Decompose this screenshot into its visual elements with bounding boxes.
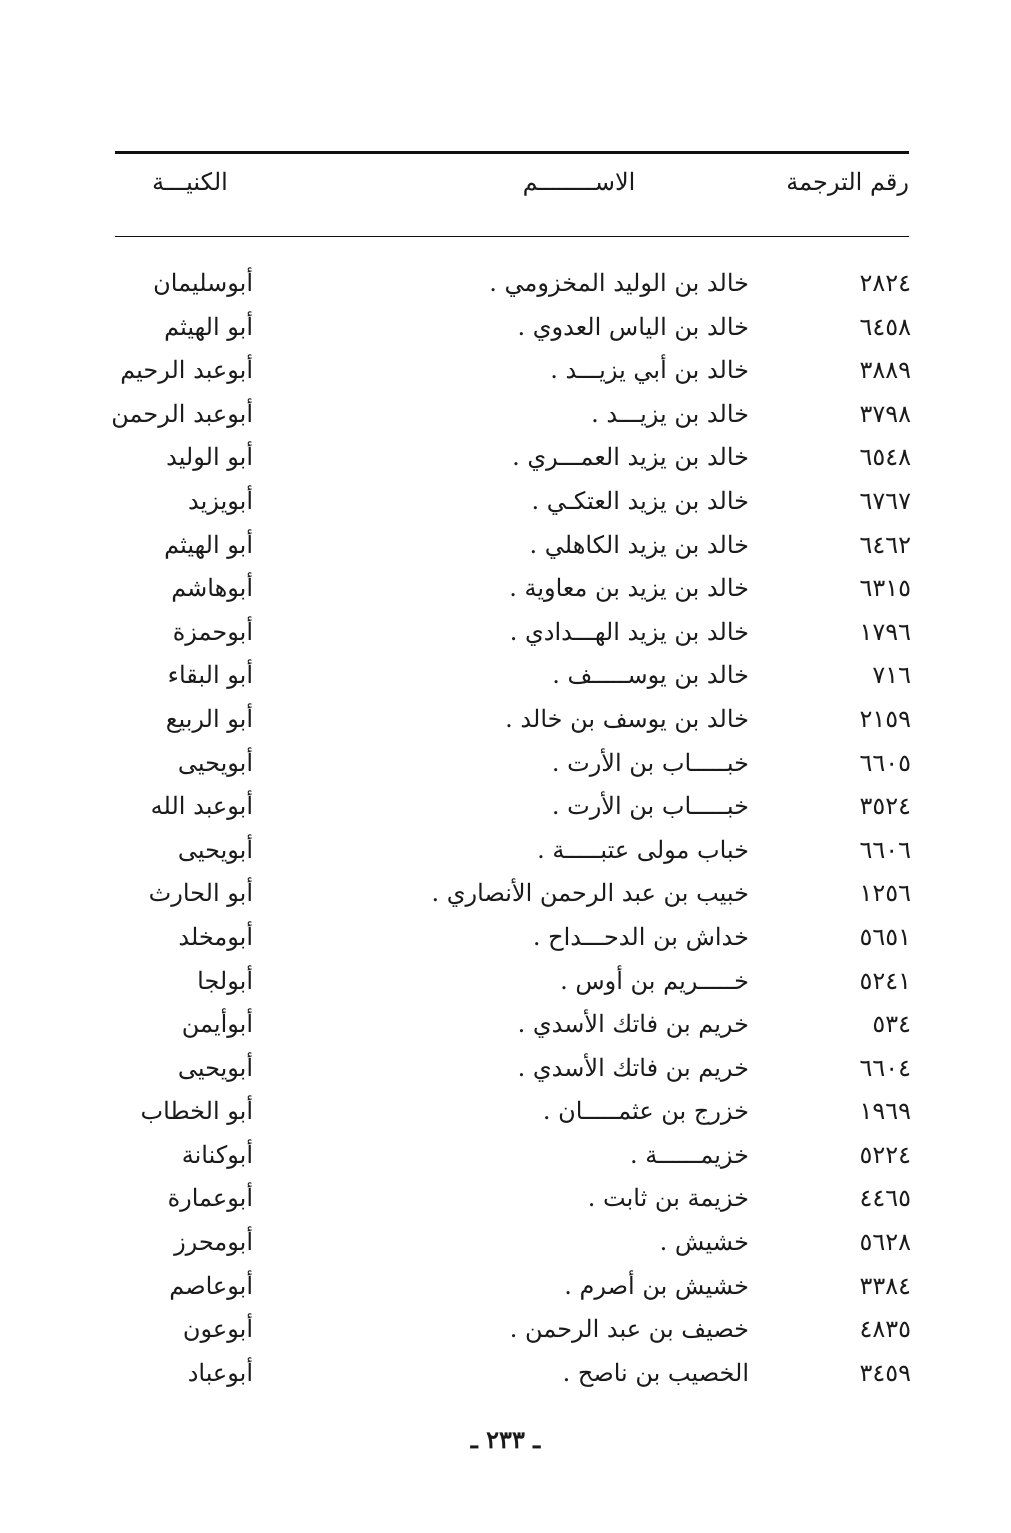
entry-name: خالد بن يزيد الهـــدادي . xyxy=(509,617,749,646)
entry-kunya: أبوعبد الله xyxy=(150,792,253,821)
entry-number: ٤٤٦٥ xyxy=(859,1184,911,1213)
entry-name: خبيب بن عبد الرحمن الأنصاري . xyxy=(431,879,749,908)
table-row xyxy=(0,349,1011,393)
table-row xyxy=(0,436,1011,480)
entry-number: ٢٨٢٤ xyxy=(859,269,911,297)
entry-number: ٥٦٢٨ xyxy=(859,1228,911,1257)
entry-number: ٥٦٥١ xyxy=(859,922,911,951)
entry-number: ٥٢٢٤ xyxy=(859,1140,911,1169)
entry-kunya: أبو الوليد xyxy=(166,443,253,472)
entry-kunya: أبو الهيثم xyxy=(164,312,253,341)
top-rule xyxy=(115,151,909,154)
entry-number: ١٧٩٦ xyxy=(859,617,911,646)
entry-number: ٧١٦ xyxy=(872,661,911,690)
entry-name: خالد بن يوســـــف . xyxy=(552,661,749,690)
entry-kunya: أبوسليمان xyxy=(153,269,253,297)
table-row xyxy=(0,1265,1011,1309)
entry-name: خشيش . xyxy=(659,1228,749,1257)
entry-name: خريم بن فاتك الأسدي . xyxy=(517,1053,749,1082)
entry-name: خالد بن يزيـــد . xyxy=(591,399,749,428)
entry-name: خشيش بن أصرم . xyxy=(564,1271,749,1300)
table-row xyxy=(0,306,1011,350)
table-row xyxy=(0,611,1011,655)
entry-kunya: أبو الربيع xyxy=(165,704,253,733)
entry-number: ٦٣١٥ xyxy=(859,574,911,603)
entry-name: خبـــــاب بن الأرت . xyxy=(551,792,749,821)
column-header-number: رقم الترجمة xyxy=(786,168,909,196)
table-header xyxy=(115,168,909,218)
entry-kunya: أبوعمارة xyxy=(167,1184,253,1213)
entry-kunya: أبويحيى xyxy=(177,748,253,777)
entry-name: الخصيب بن ناصح . xyxy=(562,1358,749,1387)
entry-kunya: أبوعبد الرحيم xyxy=(120,356,253,385)
table-row xyxy=(0,480,1011,524)
entry-kunya: أبوعباد xyxy=(187,1358,253,1387)
header-rule xyxy=(115,236,909,237)
table-row xyxy=(0,1352,1011,1396)
entry-number: ٢١٥٩ xyxy=(859,704,911,733)
entry-name: خالد بن يزيد العتكـي . xyxy=(531,486,749,515)
entry-name: خبـــــاب بن الأرت . xyxy=(551,748,749,777)
entry-name: خداش بن الدحـــداح . xyxy=(532,922,749,951)
table-row xyxy=(0,1177,1011,1221)
table-row xyxy=(0,960,1011,1004)
entry-number: ١٢٥٦ xyxy=(859,879,911,908)
entry-number: ٣٨٨٩ xyxy=(859,356,911,385)
entry-kunya: أبوحمزة xyxy=(172,617,253,646)
entry-name: خالد بن يزيد بن معاوية . xyxy=(509,574,749,603)
table-body xyxy=(0,262,1011,1395)
entry-number: ٦٦٠٤ xyxy=(859,1053,911,1082)
entry-kunya: أبومحرز xyxy=(174,1228,253,1257)
entry-number: ٦٤٦٢ xyxy=(859,530,911,559)
entry-name: خالد بن يزيد الكاهلي . xyxy=(529,530,749,559)
entry-kunya: أبوعبد الرحمن xyxy=(111,399,253,428)
entry-number: ٦٥٤٨ xyxy=(859,443,911,472)
entry-kunya: أبويحيى xyxy=(177,835,253,864)
table-row xyxy=(0,1003,1011,1047)
entry-number: ١٩٦٩ xyxy=(859,1097,911,1126)
column-header-name: الاســــــــم xyxy=(522,168,636,196)
entry-number: ٣٣٨٤ xyxy=(859,1271,911,1300)
table-row xyxy=(0,1047,1011,1091)
entry-number: ٥٣٤ xyxy=(872,1010,911,1039)
entry-kunya: أبويحيى xyxy=(177,1053,253,1082)
table-row xyxy=(0,1134,1011,1178)
table-row xyxy=(0,916,1011,960)
entry-name: خالد بن الياس العدوي . xyxy=(517,312,749,341)
entry-name: خزيمــــــة . xyxy=(630,1140,749,1169)
entry-number: ٦٧٦٧ xyxy=(859,486,911,515)
entry-kunya: أبوهاشم xyxy=(171,574,253,603)
entry-number: ٥٢٤١ xyxy=(859,966,911,995)
entry-number: ٦٦٠٥ xyxy=(859,748,911,777)
entry-kunya: أبوكنانة xyxy=(181,1140,253,1169)
entry-name: خالد بن أبي يزيـــد . xyxy=(550,356,749,385)
table-row xyxy=(0,698,1011,742)
entry-name: خزيمة بن ثابت . xyxy=(587,1184,749,1213)
entry-name: خزرج بن عثمـــــان . xyxy=(542,1097,749,1126)
entry-kunya: أبويزيد xyxy=(188,486,253,515)
entry-kunya: أبو البقاء xyxy=(167,661,253,690)
entry-name: خالد بن الوليد المخزومي . xyxy=(489,269,749,297)
entry-kunya: أبوعاصم xyxy=(169,1271,253,1300)
entry-kunya: أبولجا xyxy=(197,966,253,995)
table-row xyxy=(0,262,1011,306)
entry-number: ٤٨٣٥ xyxy=(859,1315,911,1344)
table-row xyxy=(0,1090,1011,1134)
entry-number: ٦٦٠٦ xyxy=(859,835,911,864)
table-row xyxy=(0,567,1011,611)
entry-kunya: أبو الحارث xyxy=(148,879,253,908)
entry-name: خباب مولى عتبـــــة . xyxy=(537,835,749,864)
entry-number: ٣٤٥٩ xyxy=(859,1358,911,1387)
table-row xyxy=(0,524,1011,568)
entry-kunya: أبوأيمن xyxy=(181,1010,253,1039)
table-row xyxy=(0,829,1011,873)
entry-name: خالد بن يوسف بن خالد . xyxy=(505,704,749,733)
table-row xyxy=(0,393,1011,437)
entry-name: خـــــريم بن أوس . xyxy=(560,966,749,995)
page-number: ـ ٢٣٣ ـ xyxy=(470,1425,541,1454)
table-row xyxy=(0,1221,1011,1265)
table-row xyxy=(0,785,1011,829)
entry-kunya: أبوعون xyxy=(182,1315,253,1344)
table-row xyxy=(0,872,1011,916)
entry-kunya: أبو الهيثم xyxy=(164,530,253,559)
table-row xyxy=(0,742,1011,786)
entry-number: ٣٧٩٨ xyxy=(859,399,911,428)
table-row xyxy=(0,654,1011,698)
entry-name: خصيف بن عبد الرحمن . xyxy=(509,1315,749,1344)
table-row xyxy=(0,1308,1011,1352)
entry-kunya: أبو الخطاب xyxy=(140,1097,253,1126)
entry-name: خالد بن يزيد العمـــري . xyxy=(512,443,749,472)
entry-kunya: أبومخلد xyxy=(178,922,253,951)
entry-name: خريم بن فاتك الأسدي . xyxy=(517,1010,749,1039)
entry-number: ٣٥٢٤ xyxy=(859,792,911,821)
entry-number: ٦٤٥٨ xyxy=(859,312,911,341)
column-header-kunya: الكنيـــة xyxy=(152,168,228,196)
